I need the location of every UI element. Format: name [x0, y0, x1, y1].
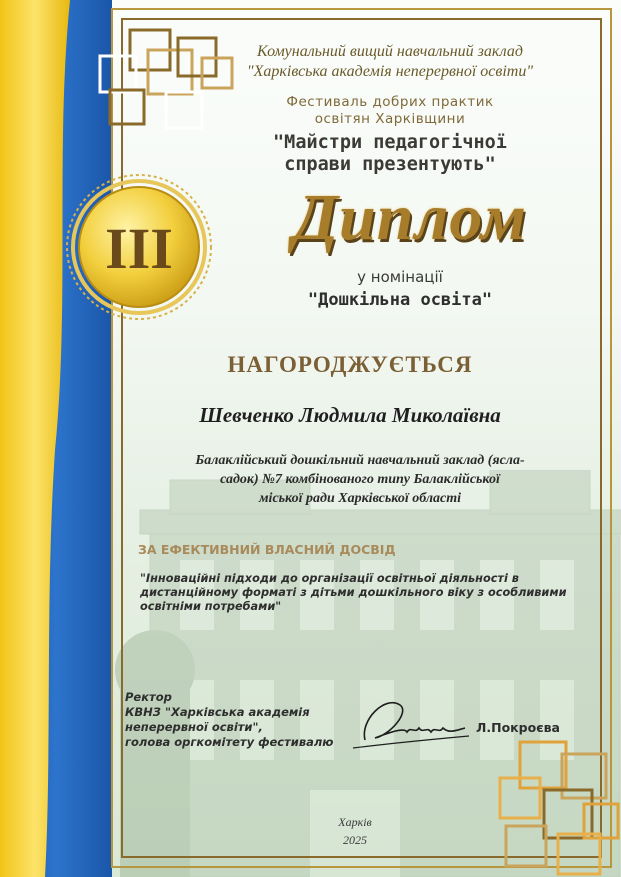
diploma-title: Диплом — [292, 181, 528, 254]
city-text: Харків — [338, 815, 372, 829]
decorative-squares-bottom — [492, 738, 620, 877]
recipient-name: Шевченко Людмила Миколаївна — [199, 403, 501, 427]
nomination-label: у номінації — [357, 268, 443, 286]
festival-line-1: Фестиваль добрих практик — [286, 94, 494, 110]
organization-line-2: садок) №7 комбінованого типу Балаклійської — [220, 472, 500, 487]
reason-text: ЗА ЕФЕКТИВНИЙ ВЛАСНИЙ ДОСВІД — [138, 542, 396, 557]
signatory-title-3: неперервної освіти", — [125, 720, 263, 734]
organization-line-1: Балаклійський дошкільний навчальний заклад (ясла- — [195, 453, 525, 468]
handwritten-signature — [345, 690, 475, 760]
signatory-name: Л.Покроєва — [476, 720, 560, 735]
award-heading: НАГОРОДЖУЄТЬСЯ — [227, 352, 473, 377]
institution-line-2: "Харківська академія неперервної освіти" — [246, 63, 534, 80]
signatory-title-2: КВНЗ "Харківська академія — [125, 705, 310, 719]
signatory-title-4: голова оргкомітету фестивалю — [125, 735, 334, 749]
signatory-title-1: Ректор — [125, 690, 172, 704]
institution-line-1: Комунальний вищий навчальний заклад — [257, 43, 523, 60]
theme-line-2: дистанційному форматі з дітьми дошкільного віку з особливими — [140, 586, 567, 599]
medal-place-text: III — [105, 216, 173, 281]
third-place-medal — [64, 172, 214, 322]
theme-line-1: "Інноваційні підходи до організації освітньої діяльності в — [140, 572, 519, 585]
theme-line-3: освітніми потребами" — [140, 600, 282, 613]
festival-line-2: освітян Харківщини — [314, 111, 466, 127]
organization-line-3: міської ради Харківської області — [258, 491, 462, 506]
nomination-value: "Дошкільна освіта" — [307, 290, 493, 310]
program-line-2: справи презентують" — [284, 154, 496, 175]
year-text: 2025 — [343, 833, 367, 847]
program-line-1: "Майстри педагогічної — [273, 132, 507, 153]
